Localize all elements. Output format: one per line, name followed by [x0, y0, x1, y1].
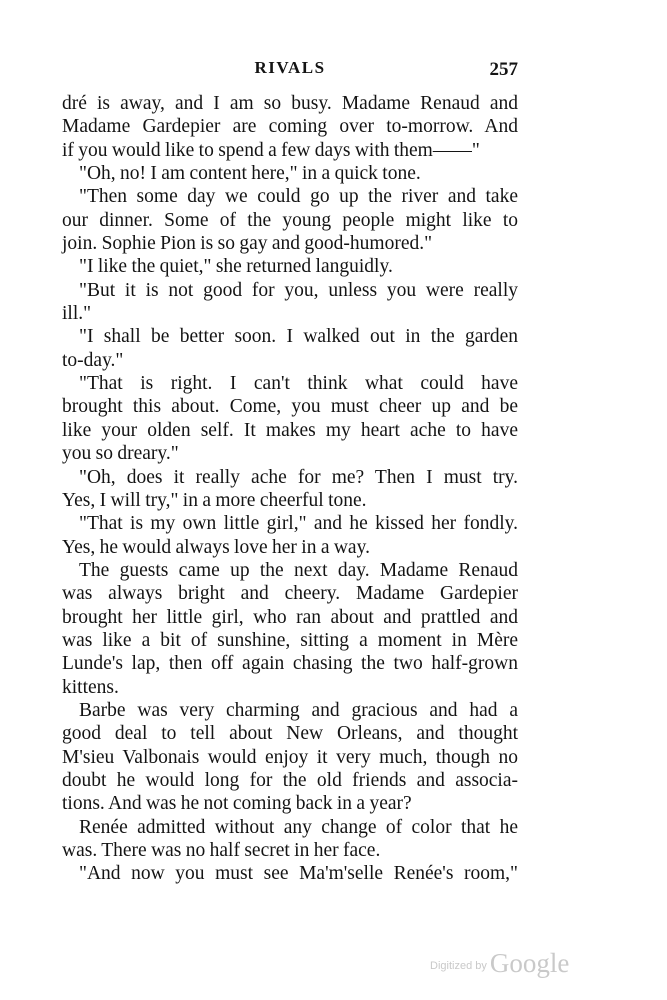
- text-line: if you would like to spend a few days with them——": [62, 139, 480, 161]
- body-text: [62, 92, 518, 886]
- text-line: Renée admitted without any change of color that he: [79, 816, 518, 838]
- text-line: brought her little girl, who ran about and prattled and: [62, 606, 518, 628]
- text-line: "And now you must see Ma'm'selle Renée's room,": [79, 863, 518, 885]
- text-line: good deal to tell about New Orleans, and thought: [62, 723, 518, 745]
- running-head: [62, 58, 518, 82]
- watermark-prefix: Digitized by: [430, 960, 487, 972]
- text-line: "Then some day we could go up the river and take: [79, 186, 518, 208]
- text-line: "That is right. I can't think what could have: [79, 373, 518, 395]
- text-line: dré is away, and I am so busy. Madame Renaud and: [62, 93, 518, 114]
- running-title: RIVALS: [254, 58, 326, 77]
- text-line: brought this about. Come, you must cheer up and be: [62, 396, 518, 418]
- text-line: ill.": [62, 303, 92, 325]
- page-number: 257: [489, 59, 518, 80]
- text-line: join. Sophie Pion is so gay and good-humored.": [62, 233, 433, 255]
- text-line: like your olden self. It makes my heart ache to have: [62, 419, 518, 441]
- text-line: you so dreary.": [62, 443, 179, 465]
- text-line: to-day.": [62, 349, 124, 371]
- text-line: tions. And was he not coming back in a year?: [62, 793, 412, 815]
- text-line: "But it is not good for you, unless you were really: [79, 279, 518, 301]
- text-line: "Oh, no! I am content here," in a quick tone.: [79, 163, 421, 185]
- text-line: was always bright and cheery. Madame Gardepier: [62, 583, 518, 605]
- text-line: Madame Gardepier are coming over to-morrow. And: [62, 116, 518, 138]
- digitized-watermark: [430, 948, 569, 978]
- text-line: "Oh, does it really ache for me? Then I must try.: [79, 466, 518, 488]
- text-line: "I shall be better soon. I walked out in the garden: [79, 326, 518, 348]
- text-line: was like a bit of sunshine, sitting a moment in Mère: [62, 629, 518, 651]
- text-line: was. There was no half secret in her face.: [62, 840, 381, 861]
- text-line: M'sieu Valbonais would enjoy it very much, though no: [62, 746, 518, 768]
- text-line: our dinner. Some of the young people might like to: [62, 209, 518, 231]
- text-line: Barbe was very charming and gracious and had a: [79, 699, 518, 721]
- text-line: Yes, I will try," in a more cheerful tone.: [62, 489, 367, 511]
- text-line: "I like the quiet," she returned languidly.: [79, 256, 393, 278]
- text-line: Lunde's lap, then off again chasing the two half-grown: [62, 653, 518, 675]
- text-line: doubt he would long for the old friends and associa-: [62, 769, 518, 791]
- text-line: "That is my own little girl," and he kissed her fondly.: [79, 513, 518, 535]
- text-line: The guests came up the next day. Madame Renaud: [79, 559, 518, 581]
- text-line: kittens.: [62, 676, 119, 698]
- google-logo: Google: [489, 948, 570, 978]
- text-line: Yes, he would always love her in a way.: [62, 536, 370, 558]
